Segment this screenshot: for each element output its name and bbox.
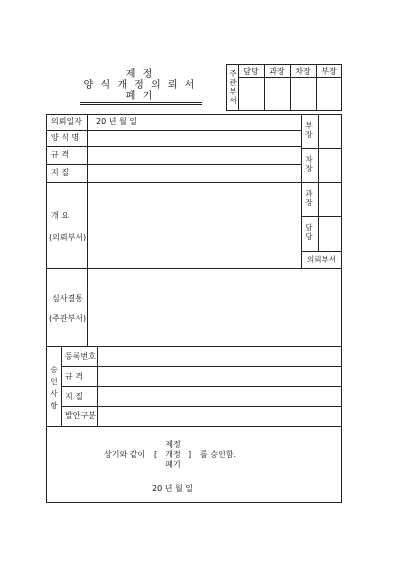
overview-sub-label: (의뢰부서) [49,233,87,242]
footer-option-bottom: 폐기 [165,460,181,469]
form-name-input[interactable] [88,131,300,145]
review-label: 심사결통 [52,294,83,303]
approval-paper-input[interactable] [98,387,341,405]
approval-items-side-label: 승인사항 [50,365,58,410]
title-underline-1 [80,102,202,103]
right-label-bujang: 부장 [305,121,313,139]
request-date-label: 의뢰일자 [51,117,82,126]
issue-type-input[interactable] [98,407,341,425]
approval-spec-input[interactable] [98,367,341,385]
approval-header-damdang: 담당 [243,67,259,76]
registration-no-input[interactable] [98,347,341,365]
form-name-label: 양 식 명 [51,133,80,142]
right-label-chajang: 차장 [305,155,313,173]
approval-header-bujang: 부장 [321,67,337,76]
footer-bracket-close: ] [188,450,192,459]
spec-input[interactable] [88,147,300,163]
title-bottom: 폐 기 [125,91,155,102]
approval-row-issue-type: 발안구분 [65,411,96,420]
overview-input[interactable] [88,183,300,267]
footer-option-top: 제정 [165,440,181,449]
approval-row-spec: 규 격 [65,372,83,381]
right-label-gwajang: 과장 [305,189,313,207]
footer-option-middle: 개정 [165,450,181,459]
approval-header-chajang: 차장 [295,67,311,76]
approval-row-paper: 지 질 [65,392,83,401]
overview-label: 개 요 [51,211,69,220]
spec-label: 규 격 [51,150,69,159]
form-title: 양 식 개 정 의 뢰 서 [83,80,197,91]
approval-row-registration-no: 등록번호 [65,352,96,361]
title-underline-2 [80,104,202,105]
footer-sentence-prefix: 상기와 같이 [104,450,146,459]
right-label-requesting-dept: 의뢰부서 [307,255,336,264]
approval-side-label: 주관부서 [229,69,237,105]
footer-date[interactable]: 20 년 월 일 [152,484,193,493]
footer-sentence-suffix: 를 승인함. [200,450,236,459]
paper-input[interactable] [88,165,300,181]
paper-label: 지 질 [51,168,69,177]
title-top: 제 정 [125,69,155,80]
footer-bracket-open: [ [154,450,158,459]
request-date-value[interactable]: 20 년 월 일 [96,117,137,126]
right-label-damdang: 담당 [305,223,313,241]
review-sub-label: (주관부서) [49,314,87,323]
approval-header-gwajang: 과장 [269,67,285,76]
review-input[interactable] [88,269,341,345]
